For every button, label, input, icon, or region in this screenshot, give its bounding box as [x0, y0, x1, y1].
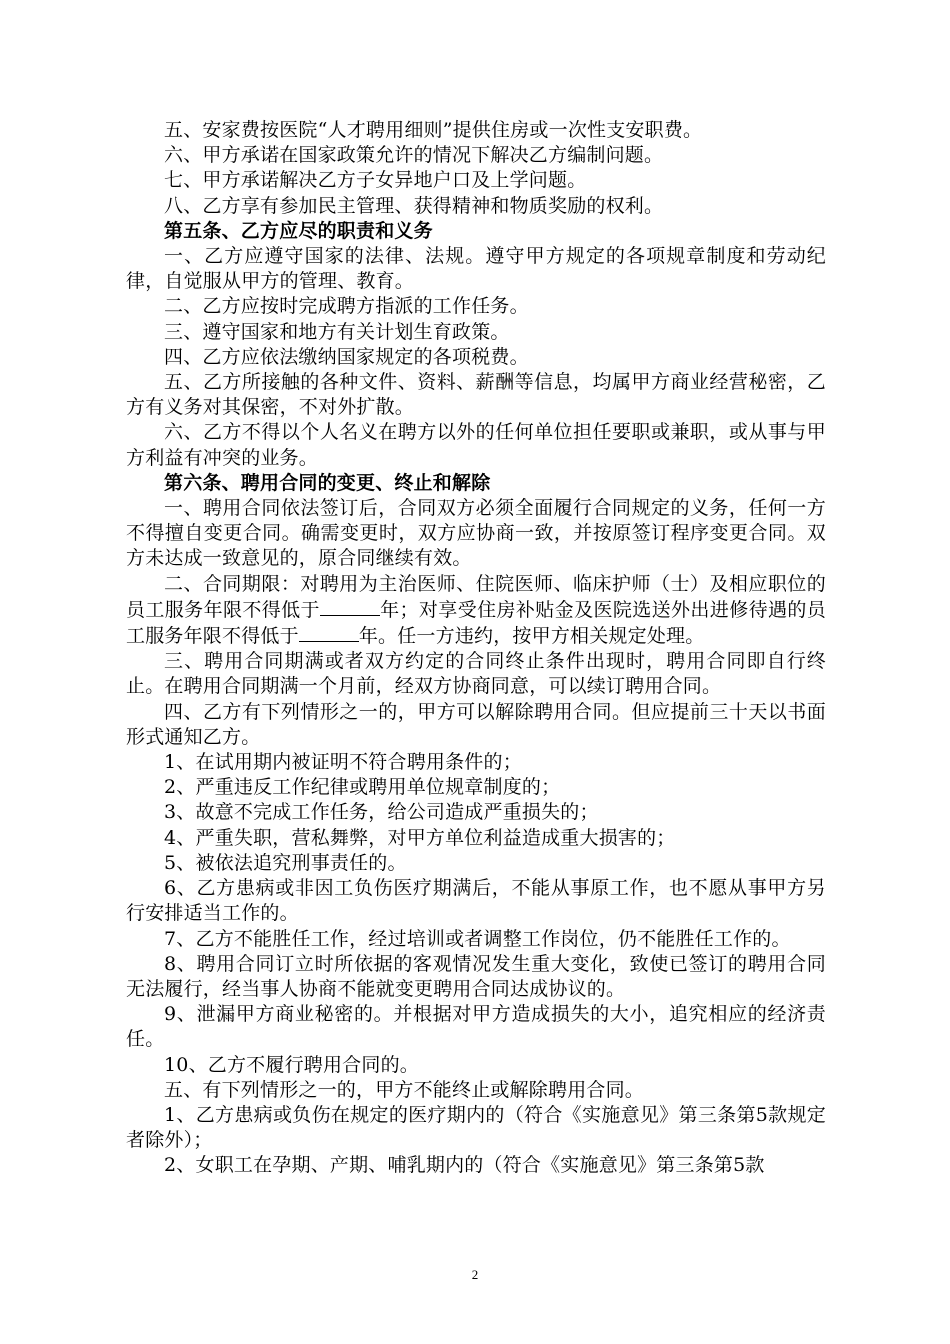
paragraph: 6、乙方患病或非因工负伤医疗期满后，不能从事原工作，也不愿从事甲方另行安排适当工作的。 [126, 877, 826, 925]
paragraph: 五、安家费按医院“人才聘用细则”提供住房或一次性支安职费。 [164, 119, 703, 141]
paragraph: 2、严重违反工作纪律或聘用单位规章制度的； [164, 776, 561, 799]
paragraph: 六、甲方承诺在国家政策允许的情况下解决乙方编制问题。 [164, 144, 664, 167]
paragraph: 三、遵守国家和地方有关计划生育政策。 [164, 320, 510, 343]
paragraph-contract-term [126, 572, 826, 650]
paragraph: 一、聘用合同依法签订后，合同双方必须全面履行合同规定的义务，任何一方不得擅自变更合同。确需变更时，双方应协商一致，并按原签订程序变更合同。双方未达成一致意见的，原合同继续有效。 [126, 497, 826, 570]
paragraph: 9、泄漏甲方商业秘密的。并根据对甲方造成损失的大小，追究相应的经济责任。 [126, 1003, 826, 1051]
paragraph: 3、故意不完成工作任务，给公司造成严重损失的； [164, 801, 599, 824]
paragraph: 五、有下列情形之一的，甲方不能终止或解除聘用合同。 [164, 1078, 645, 1101]
paragraph: 三、聘用合同期满或者双方约定的合同终止条件出现时，聘用合同即自行终止。在聘用合同期满一个月前，经双方协商同意，可以续订聘用合同。 [126, 650, 826, 698]
document-body [126, 118, 826, 1179]
paragraph: 八、乙方享有参加民主管理、获得精神和物质奖励的权利。 [164, 194, 664, 217]
paragraph: 5、被依法追究刑事责任的。 [164, 851, 407, 874]
paragraph: 2、女职工在孕期、产期、哺乳期内的（符合《实施意见》第三条第5款 [164, 1154, 765, 1177]
paragraph: 五、乙方所接触的各种文件、资料、薪酬等信息，均属甲方商业经营秘密，乙方有义务对其保密，不对外扩散。 [126, 371, 826, 419]
paragraph: 7、乙方不能胜任工作，经过培训或者调整工作岗位，仍不能胜任工作的。 [164, 927, 791, 950]
paragraph: 1、在试用期内被证明不符合聘用条件的； [164, 751, 522, 774]
page-number: 2 [471, 1267, 479, 1282]
text-segment: 年；对享受住房补贴金及医院选送外出进修待遇的员工服务年限不得低于 [126, 598, 826, 648]
paragraph: 10、乙方不履行聘用合同的。 [164, 1053, 419, 1076]
paragraph: 1、乙方患病或负伤在规定的医疗期内的（符合《实施意见》第三条第5款规定者除外）； [126, 1103, 826, 1152]
text-segment: 二、合同期限：对聘用为主治医师、住院医师、临床护师（士）及相应职位的员工服务年限不得低于 [126, 572, 826, 621]
paragraph: 二、乙方应按时完成聘方指派的工作任务。 [164, 295, 529, 318]
paragraph: 一、乙方应遵守国家的法律、法规。遵守甲方规定的各项规章制度和劳动纪律，自觉服从甲方的管理、教育。 [126, 245, 826, 293]
paragraph: 4、严重失职，营私舞弊，对甲方单位利益造成重大损害的； [164, 826, 676, 849]
section-heading: 第五条、乙方应尽的职责和义务 [164, 219, 433, 242]
paragraph: 七、甲方承诺解决乙方子女异地户口及上学问题。 [164, 169, 587, 192]
paragraph: 四、乙方应依法缴纳国家规定的各项税费。 [164, 345, 529, 368]
text-segment: 年。任一方违约，按甲方相关规定处理。 [358, 625, 705, 648]
paragraph: 8、聘用合同订立时所依据的客观情况发生重大变化，致使已签订的聘用合同无法履行，经当事人协商不能就变更聘用合同达成协议的。 [126, 952, 826, 1000]
paragraph: 四、乙方有下列情形之一的，甲方可以解除聘用合同。但应提前三十天以书面形式通知乙方。 [126, 700, 826, 748]
blank-line [320, 597, 380, 616]
section-heading: 第六条、聘用合同的变更、终止和解除 [164, 471, 491, 494]
paragraph: 六、乙方不得以个人名义在聘方以外的任何单位担任要职或兼职，或从事与甲方利益有冲突的业务。 [126, 421, 826, 469]
blank-line [299, 623, 359, 642]
